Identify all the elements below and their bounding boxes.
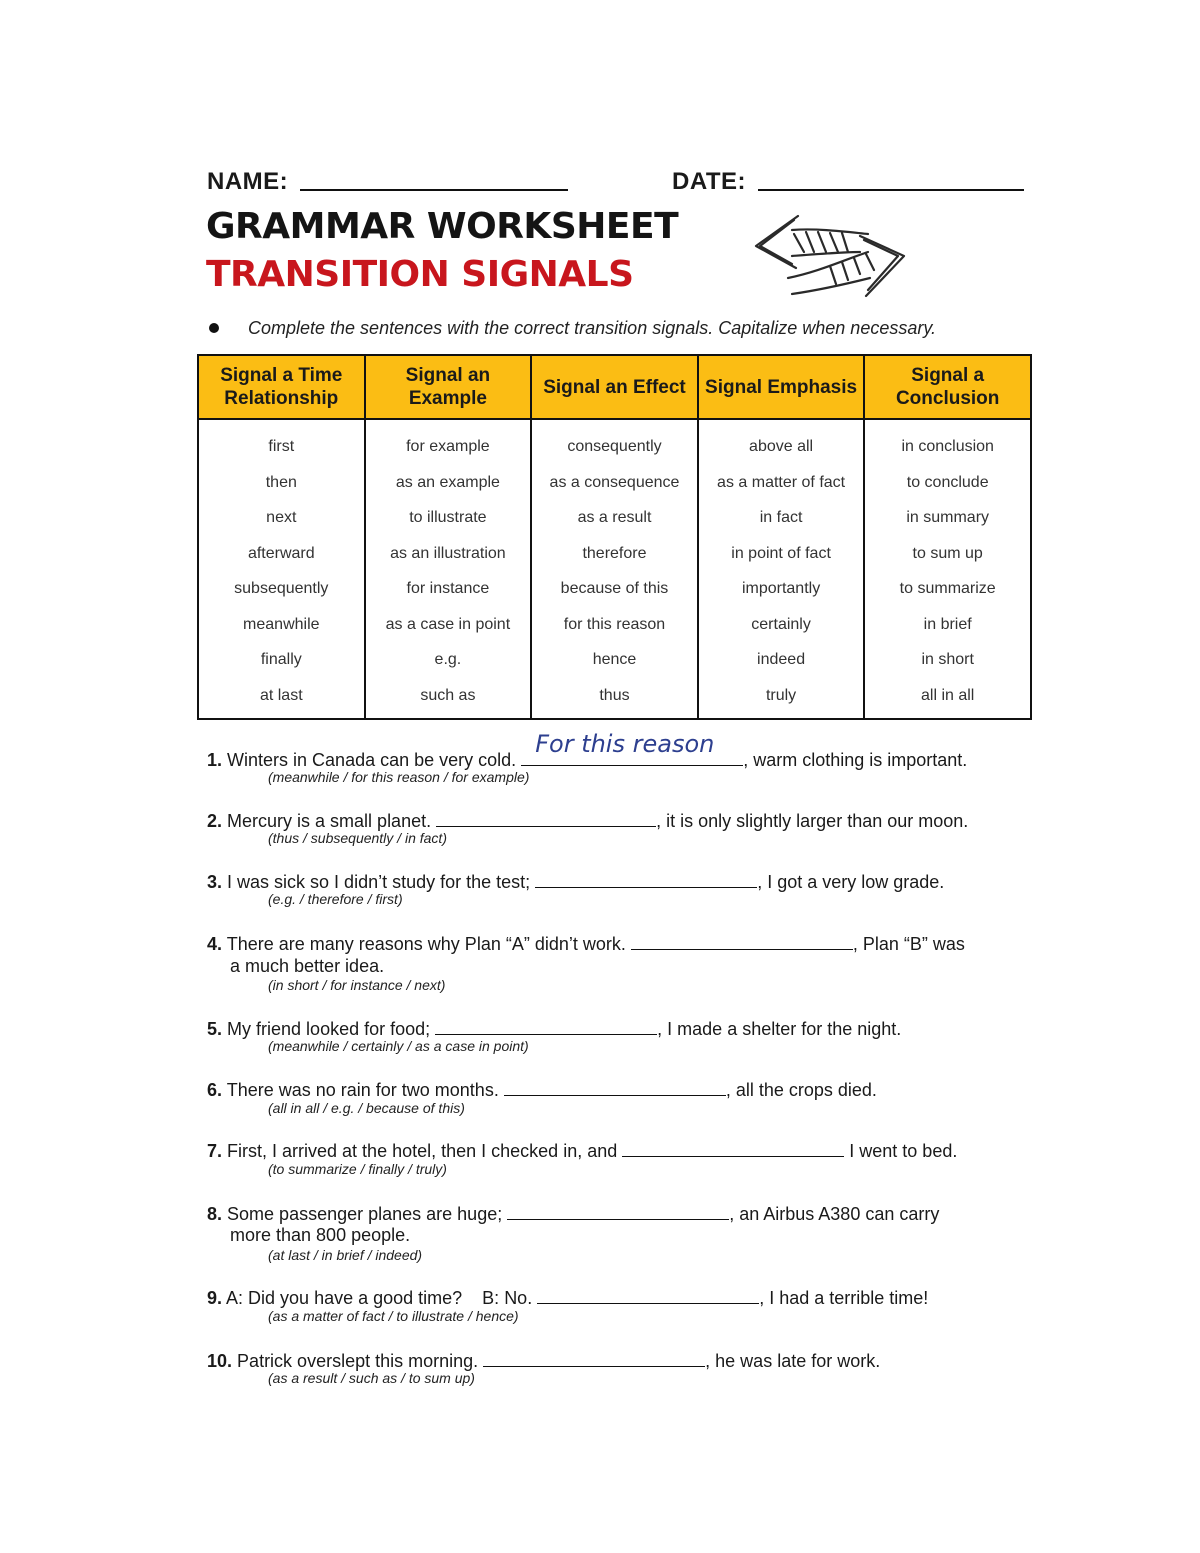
list-item: consequently bbox=[567, 438, 662, 455]
list-item: because of this bbox=[560, 580, 669, 597]
answer-blank[interactable] bbox=[537, 1285, 759, 1304]
double-arrow-icon bbox=[748, 208, 913, 304]
question-number: 2. bbox=[207, 811, 223, 831]
question-text-after: , it is only slightly larger than our moon. bbox=[656, 811, 969, 831]
list-item: indeed bbox=[757, 651, 806, 668]
question-4 bbox=[207, 931, 965, 955]
name-line[interactable] bbox=[300, 189, 568, 191]
list-item: therefore bbox=[582, 544, 647, 562]
question-text-after: , I made a shelter for the night. bbox=[657, 1019, 902, 1039]
list-item: certainly bbox=[751, 615, 811, 633]
list-item: afterward bbox=[247, 544, 315, 562]
answer-options: (as a matter of fact / to illustrate / hence) bbox=[268, 1308, 519, 1324]
answer-options: (to summarize / finally / truly) bbox=[268, 1161, 447, 1177]
column-effect bbox=[531, 419, 698, 719]
question-text-before: Mercury is a small planet. bbox=[227, 811, 432, 831]
question-8 bbox=[207, 1201, 939, 1225]
transition-signals-table bbox=[197, 354, 1032, 720]
question-6 bbox=[207, 1077, 877, 1101]
question-text-after: , I got a very low grade. bbox=[757, 872, 945, 892]
worksheet-title: GRAMMAR WORKSHEET bbox=[206, 206, 679, 247]
question-text-after: , an Airbus A380 can carry bbox=[729, 1204, 940, 1224]
date-label: DATE: bbox=[672, 168, 747, 195]
list-item: at last bbox=[259, 686, 303, 704]
list-item: as an example bbox=[395, 473, 500, 491]
list-item: to summarize bbox=[899, 580, 996, 597]
name-label: NAME: bbox=[207, 168, 289, 195]
list-item: as a result bbox=[577, 509, 652, 526]
answer-options: (thus / subsequently / in fact) bbox=[268, 830, 447, 846]
list-item: hence bbox=[592, 651, 637, 668]
answer-options: (in short / for instance / next) bbox=[268, 977, 446, 993]
list-item: e.g. bbox=[434, 651, 462, 668]
list-item: in brief bbox=[923, 615, 972, 633]
list-item: in point of fact bbox=[731, 544, 831, 562]
list-item: first bbox=[268, 438, 295, 455]
answer-blank[interactable] bbox=[436, 808, 656, 827]
list-item: then bbox=[265, 473, 297, 491]
answer-options: (as a result / such as / to sum up) bbox=[268, 1370, 475, 1386]
answer-blank[interactable] bbox=[507, 1201, 729, 1220]
list-item: above all bbox=[749, 438, 814, 455]
question-text-before: Some passenger planes are huge; bbox=[227, 1204, 503, 1224]
date-line[interactable] bbox=[758, 189, 1024, 191]
list-item: meanwhile bbox=[243, 615, 320, 633]
list-item: to conclude bbox=[906, 473, 989, 491]
question-text-before: There was no rain for two months. bbox=[226, 1080, 499, 1100]
list-item: as an illustration bbox=[390, 544, 506, 562]
instruction-text: Complete the sentences with the correct transition signals. Capitalize when necessary. bbox=[248, 318, 937, 338]
question-2 bbox=[207, 808, 968, 832]
worksheet-subtitle: TRANSITION SIGNALS bbox=[206, 254, 634, 295]
question-text-before: I was sick so I didn’t study for the test; bbox=[227, 872, 531, 892]
answer-blank[interactable] bbox=[435, 1016, 657, 1035]
question-text-before: A: Did you have a good time? B: No. bbox=[226, 1288, 533, 1308]
list-item: in summary bbox=[906, 509, 990, 526]
answer-blank[interactable] bbox=[535, 869, 757, 888]
question-number: 10. bbox=[207, 1351, 233, 1371]
question-text-after: , warm clothing is important. bbox=[743, 750, 968, 770]
list-item: finally bbox=[260, 651, 302, 668]
answer-options: (meanwhile / certainly / as a case in point) bbox=[268, 1038, 529, 1054]
list-item: subsequently bbox=[234, 580, 329, 597]
bullet-icon bbox=[209, 323, 219, 333]
question-number: 4. bbox=[207, 934, 223, 954]
question-10 bbox=[207, 1348, 880, 1372]
column-time bbox=[198, 419, 365, 719]
question-text-before: Winters in Canada can be very cold. bbox=[227, 750, 517, 770]
answer-blank[interactable] bbox=[504, 1077, 726, 1096]
list-item: as a matter of fact bbox=[717, 473, 846, 491]
list-item: to illustrate bbox=[409, 509, 487, 526]
table-header-row bbox=[198, 355, 1031, 419]
answer-options: (meanwhile / for this reason / for example) bbox=[268, 769, 530, 785]
question-text-after: , Plan “B” was bbox=[852, 934, 965, 954]
list-item: truly bbox=[765, 686, 797, 704]
question-7 bbox=[207, 1138, 957, 1162]
question-text-after: , I had a terrible time! bbox=[759, 1288, 929, 1308]
question-number: 8. bbox=[207, 1204, 223, 1224]
column-emphasis bbox=[698, 419, 865, 719]
list-item: in short bbox=[921, 651, 974, 668]
question-number: 6. bbox=[207, 1080, 223, 1100]
list-item: for example bbox=[406, 438, 490, 455]
column-header: Signal a Conclusion bbox=[864, 355, 1031, 419]
question-1 bbox=[207, 730, 968, 771]
table-body-row bbox=[198, 419, 1031, 719]
question-text-after: , he was late for work. bbox=[705, 1351, 881, 1371]
answer-options: (all in all / e.g. / because of this) bbox=[268, 1100, 465, 1116]
question-number: 9. bbox=[207, 1288, 223, 1308]
column-header: Signal an Example bbox=[365, 355, 532, 419]
column-header: Signal an Effect bbox=[531, 355, 698, 419]
list-item: as a case in point bbox=[385, 615, 511, 633]
list-item: in fact bbox=[759, 509, 803, 526]
answer-options: (at last / in brief / indeed) bbox=[268, 1247, 423, 1263]
question-number: 3. bbox=[207, 872, 223, 892]
list-item: for instance bbox=[406, 580, 490, 597]
answer-blank[interactable] bbox=[622, 1138, 844, 1157]
question-text-before: There are many reasons why Plan “A” didn’t work. bbox=[226, 934, 626, 954]
question-text-before: My friend looked for food; bbox=[227, 1019, 431, 1039]
question-number: 7. bbox=[207, 1141, 223, 1161]
question-5 bbox=[207, 1016, 901, 1040]
answer-blank[interactable] bbox=[483, 1348, 705, 1367]
list-item: thus bbox=[599, 686, 630, 704]
list-item: such as bbox=[420, 686, 476, 704]
question-3 bbox=[207, 869, 944, 893]
column-example bbox=[365, 419, 532, 719]
list-item: for this reason bbox=[563, 615, 666, 633]
list-item: in conclusion bbox=[901, 438, 994, 455]
question-text-before: First, I arrived at the hotel, then I checked in, and bbox=[227, 1141, 618, 1161]
answer-blank[interactable] bbox=[631, 931, 853, 950]
question-text-after: I went to bed. bbox=[844, 1141, 958, 1161]
question-9 bbox=[207, 1285, 928, 1309]
question-8-continuation: more than 800 people. bbox=[230, 1225, 411, 1245]
question-number: 5. bbox=[207, 1019, 223, 1039]
answer-blank[interactable] bbox=[521, 730, 743, 766]
column-header: Signal a Time Relationship bbox=[198, 355, 365, 419]
question-text-after: , all the crops died. bbox=[725, 1080, 877, 1100]
question-text-before: Patrick overslept this morning. bbox=[237, 1351, 479, 1371]
list-item: to sum up bbox=[912, 544, 983, 562]
column-conclusion bbox=[864, 419, 1031, 719]
answer-options: (e.g. / therefore / first) bbox=[268, 891, 403, 907]
column-header: Signal Emphasis bbox=[698, 355, 865, 419]
list-item: all in all bbox=[921, 686, 975, 704]
question-4-continuation: a much better idea. bbox=[230, 956, 385, 976]
list-item: importantly bbox=[741, 580, 821, 597]
handwritten-answer: For this reason bbox=[535, 730, 715, 758]
list-item: next bbox=[266, 509, 297, 526]
list-item: as a consequence bbox=[549, 473, 680, 491]
question-number: 1. bbox=[207, 750, 223, 770]
